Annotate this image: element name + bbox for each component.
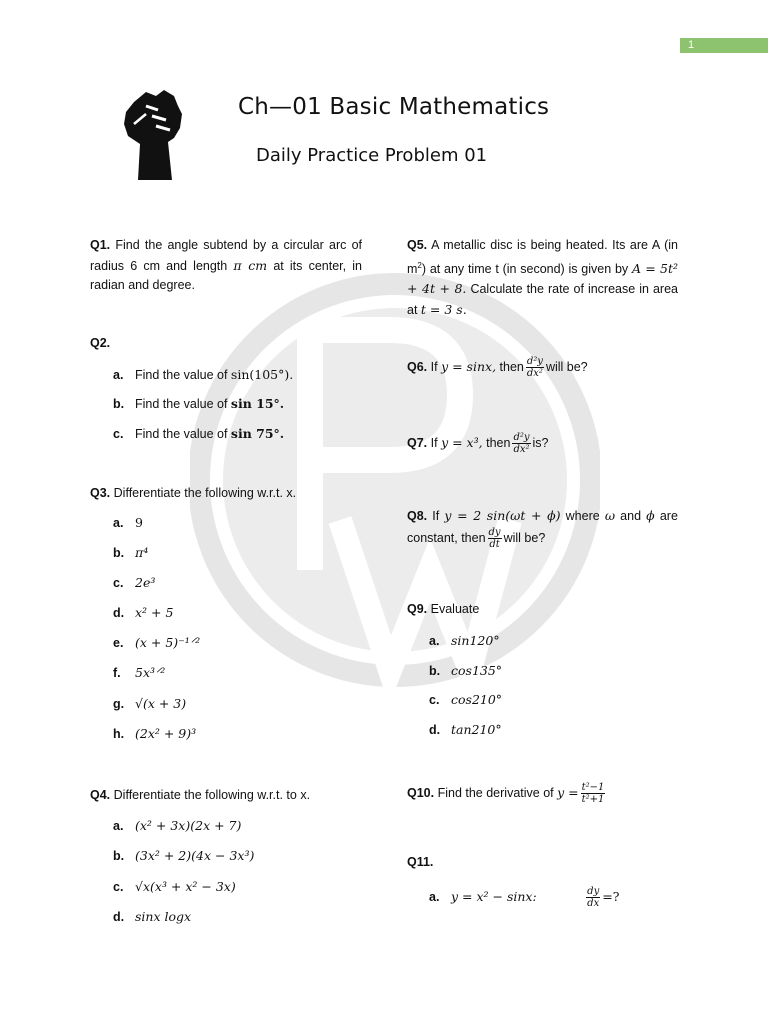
item-label: c. [429,693,440,707]
question-text: ) at any time t (in second) is given by [421,261,629,276]
list-item [113,394,284,414]
math-expression: π⁴ [135,545,149,560]
question-4 [90,786,310,806]
math-expression: (2x² + 9)³ [135,726,197,741]
question-5 [407,236,678,320]
question-11 [407,853,433,873]
question-text: If [432,509,440,523]
item-text: Find the value of [135,368,228,382]
question-6 [407,356,588,379]
math-expression: (x + 5)⁻¹ᐟ² [135,635,201,650]
math-expression: cos210° [451,692,503,707]
question-label: Q9. [407,602,428,616]
page-number-badge [680,38,768,53]
list-item [113,365,293,385]
fraction-numerator: dy [488,526,501,538]
item-label: a. [429,889,440,904]
question-text: Differentiate the following w.r.t. x. [113,486,297,500]
question-text: Differentiate the following w.r.t. to x. [113,788,311,802]
math-expression: t = 3 s. [420,301,467,317]
list-item [429,720,502,740]
list-item [113,573,155,593]
question-text: then [499,359,524,374]
question-text: is? [532,435,549,450]
question-text: Find the derivative of [437,785,554,800]
math-expression: tan210° [451,722,502,737]
item-label: e. [113,636,124,650]
question-label: Q3. [90,486,111,500]
fraction-numerator: t²−1 [581,782,605,793]
item-label: h. [113,727,125,741]
math-expression: y = sinx, [441,358,497,374]
document-title: Ch—01 Basic Mathematics [238,94,550,120]
question-1 [90,236,362,296]
question-3 [90,484,296,504]
fraction-denominator: dt [489,538,500,550]
list-item [113,816,241,836]
math-expression: ϕ [646,508,655,523]
math-expression: y = x³, [441,434,483,450]
math-expression: (x² + 3x)(2x + 7) [135,818,242,833]
math-expression: sin 75°. [230,426,285,441]
fraction-numerator: d²y [513,432,530,443]
fraction-numerator: d²y [526,356,543,367]
item-label: a. [429,634,440,648]
fraction [586,886,600,909]
list-item [113,633,200,653]
list-item [113,424,284,444]
question-text: If [430,435,438,450]
question-text: will be? [545,359,588,374]
question-label: Q2. [90,336,111,350]
fraction-denominator: dx² [513,444,530,455]
fraction-denominator: dx [587,898,600,909]
math-expression: (3x² + 2)(4x − 3x³) [135,848,255,863]
item-text: Find the value of [135,427,228,441]
superscript: 2 [417,260,422,270]
item-label: d. [113,910,125,924]
question-label: Q8. [407,509,428,523]
item-label: f. [113,666,121,680]
item-label: b. [113,546,125,560]
question-text: Find the angle subtend by a circular arc of radius 6 cm and length [90,238,362,273]
question-label: Q1. [90,238,111,252]
item-label: b. [429,664,441,678]
question-text: and [620,509,642,523]
math-expression: √(x + 3) [135,696,187,711]
question-7 [407,432,548,455]
fraction-denominator: dx² [526,368,543,379]
math-expression: A = 5t² + 4t + 8. [407,260,678,297]
page-number: 1 [688,39,695,51]
question-label: Q7. [407,435,428,450]
math-expression: ω [604,508,616,523]
item-label: c. [113,880,124,894]
list-item [113,663,165,683]
list-item [429,690,502,710]
question-label: Q10. [407,785,435,800]
math-expression: π cm [233,257,268,273]
math-expression: 2e³ [135,575,156,590]
document-subtitle: Daily Practice Problem 01 [256,145,488,166]
question-9 [407,600,479,620]
fraction [526,356,544,379]
math-expression: 9 [135,515,143,530]
question-text: at its center, in radian and degree. [90,258,362,292]
question-text: If [430,359,438,374]
list-item [113,846,254,866]
question-label: Q11. [407,855,434,869]
pw-watermark-icon [190,270,600,690]
question-text: are constant, then [407,509,678,545]
math-expression: sin120° [451,633,500,648]
question-8 [407,506,678,550]
math-expression: =? [602,888,620,904]
fraction-numerator: dy [587,886,600,897]
item-label: g. [113,697,125,711]
question-text: Calculate the rate of increase in area at [407,282,678,317]
list-item [113,877,236,897]
list-item [429,886,619,909]
list-item [429,661,502,681]
math-expression: sinx logx [135,909,192,924]
list-item [113,543,148,563]
fraction [488,527,502,550]
question-10 [407,782,607,805]
question-text: where [565,509,600,523]
item-label: c. [113,427,124,441]
question-text: then [486,435,511,450]
question-label: Q4. [90,788,111,802]
item-label: c. [113,576,124,590]
item-label: a. [113,819,124,833]
question-text: will be? [503,530,546,545]
item-label: a. [113,368,124,382]
list-item [113,907,191,927]
question-label: Q6. [407,359,428,374]
item-text: Find the value of [135,397,228,411]
item-label: a. [113,516,124,530]
math-expression: cos135° [451,663,503,678]
list-item [113,694,186,714]
item-label: b. [113,397,125,411]
math-expression: y = x² − sinx: [451,888,537,904]
math-expression: y = [557,784,579,800]
question-text: Evaluate [430,602,480,616]
math-expression: √x(x³ + x² − 3x) [135,879,236,894]
math-expression: x² + 5 [135,605,174,620]
fraction [512,432,530,455]
item-label: d. [113,606,125,620]
item-label: b. [113,849,125,863]
question-text: A metallic disc is being heated. Its are A (in m [407,238,678,276]
fraction-denominator: t²+1 [581,794,605,805]
list-item [113,513,143,533]
question-2 [90,334,110,354]
list-item [113,603,173,623]
item-label: d. [429,723,441,737]
math-expression: sin(105°). [230,367,294,382]
list-item [429,631,500,651]
math-expression: y = 2 sin(ωt + ϕ) [444,508,561,523]
fraction [581,782,606,805]
math-expression: 5x³ᐟ² [135,665,166,680]
list-item [113,724,196,744]
raised-fist-logo-icon [112,84,192,184]
question-label: Q5. [407,238,428,252]
math-expression: sin 15°. [230,396,285,411]
